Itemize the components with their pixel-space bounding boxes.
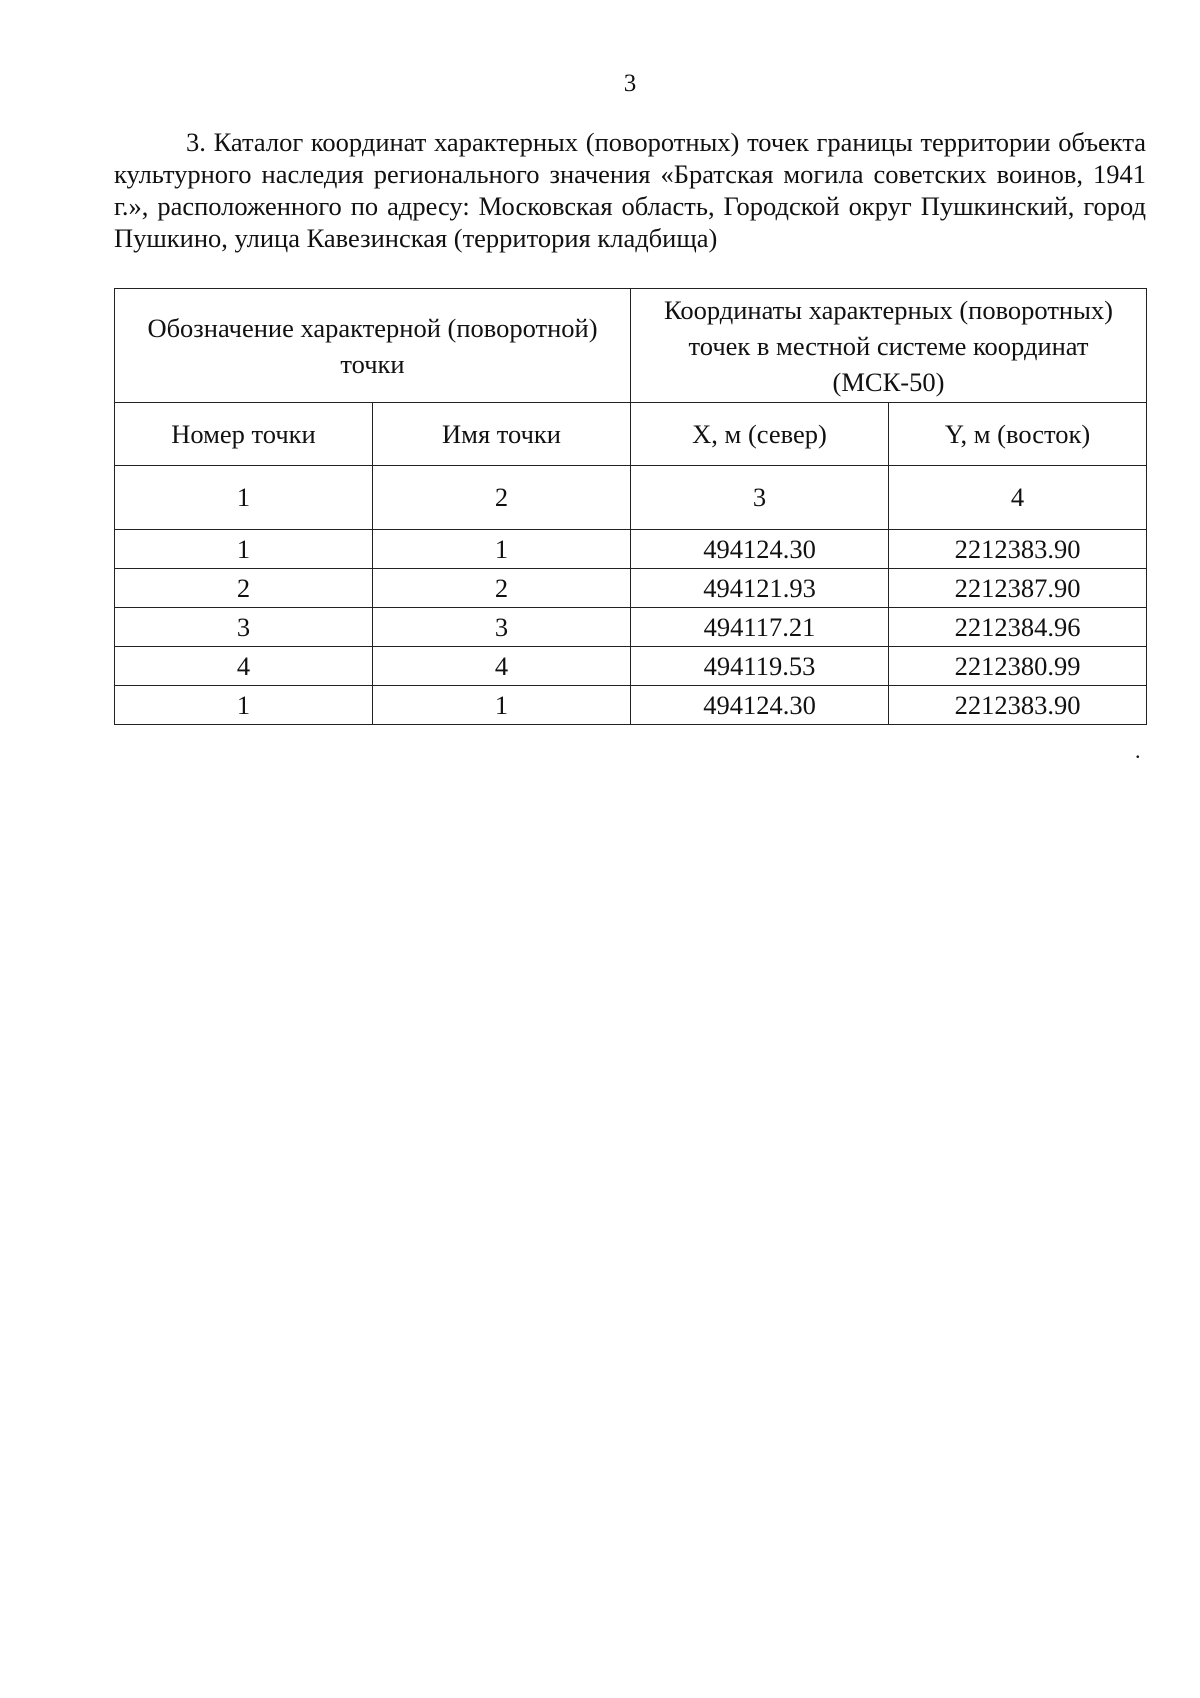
point-name-cell: 4	[373, 647, 631, 686]
point-number-cell: 4	[115, 647, 373, 686]
x-coordinate-cell: 494121.93	[631, 569, 889, 608]
y-coordinate-cell: 2212387.90	[889, 569, 1147, 608]
point-number-cell: 2	[115, 569, 373, 608]
y-coordinate-cell: 2212384.96	[889, 608, 1147, 647]
point-number-cell: 3	[115, 608, 373, 647]
y-coordinate-cell: 2212380.99	[889, 647, 1147, 686]
point-name-cell: 1	[373, 530, 631, 569]
header-point-designation: Обозначение характерной (поворотной) точки	[115, 289, 631, 403]
header-coordinates-system: Координаты характерных (поворотных) точек в местной системе координат (МСК-50)	[631, 289, 1147, 403]
x-coordinate-cell: 494124.30	[631, 686, 889, 725]
column-header-point-name: Имя точки	[373, 403, 631, 466]
page-number: 3	[623, 70, 637, 97]
point-name-cell: 3	[373, 608, 631, 647]
table-row	[115, 608, 1147, 647]
table-header-group-row	[115, 289, 1147, 403]
column-number-cell: 4	[889, 466, 1147, 530]
column-number-cell: 3	[631, 466, 889, 530]
table-row	[115, 686, 1147, 725]
catalog-intro-paragraph: 3. Каталог координат характерных (поворотных) точек границы территории объекта культурного наследия регионального значения «Братская могила советских воинов, 1941 г.», расположенного по адресу: Московская область, Городской округ Пушкинский, город Пушкино, улица Кавезинская (территория кладбища)	[114, 127, 1146, 253]
table-column-number-row	[115, 466, 1147, 530]
table-column-header-row	[115, 403, 1147, 466]
point-name-cell: 2	[373, 569, 631, 608]
x-coordinate-cell: 494124.30	[631, 530, 889, 569]
column-header-point-number: Номер точки	[115, 403, 373, 466]
point-number-cell: 1	[115, 686, 373, 725]
y-coordinate-cell: 2212383.90	[889, 686, 1147, 725]
point-name-cell: 1	[373, 686, 631, 725]
x-coordinate-cell: 494119.53	[631, 647, 889, 686]
column-header-y-east: Y, м (восток)	[889, 403, 1147, 466]
table-row	[115, 530, 1147, 569]
point-number-cell: 1	[115, 530, 373, 569]
table-row	[115, 569, 1147, 608]
y-coordinate-cell: 2212383.90	[889, 530, 1147, 569]
table-row	[115, 647, 1147, 686]
column-header-x-north: X, м (север)	[631, 403, 889, 466]
column-number-cell: 1	[115, 466, 373, 530]
trailing-period-mark: .	[1135, 738, 1141, 763]
coordinates-catalog-table	[114, 288, 1147, 725]
x-coordinate-cell: 494117.21	[631, 608, 889, 647]
column-number-cell: 2	[373, 466, 631, 530]
